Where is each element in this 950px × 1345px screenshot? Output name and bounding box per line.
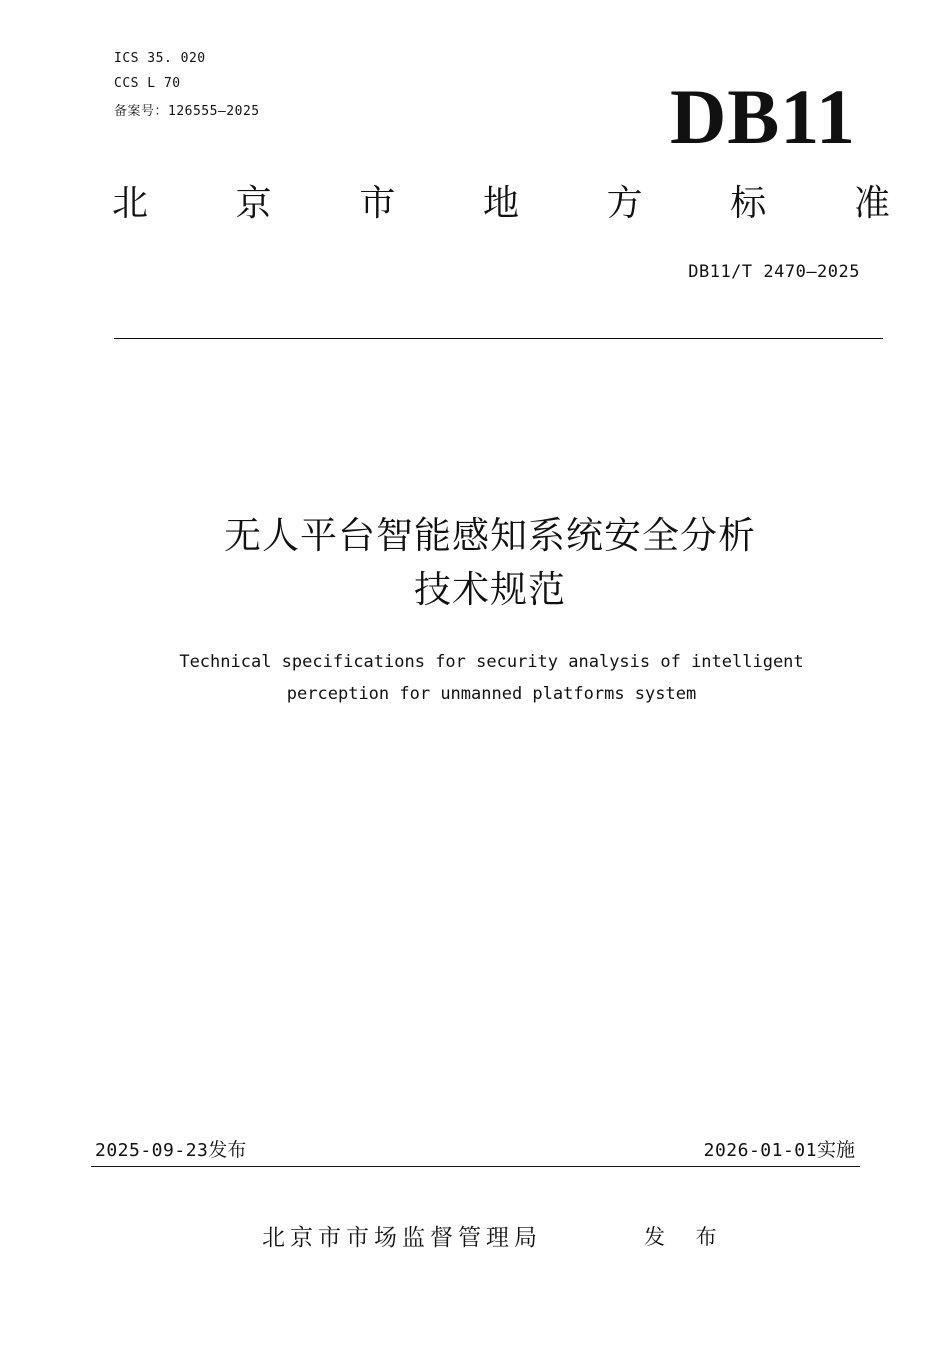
ics-code: ICS 35. 020	[114, 51, 206, 66]
standard-type-char: 方	[606, 183, 643, 224]
english-title-line-1: Technical specifications for security analysis of intelligent	[179, 652, 804, 672]
db11-logo: DB11	[669, 73, 856, 160]
publisher-name: 北京市市场监督管理局	[262, 1225, 542, 1251]
standard-type-char: 市	[359, 183, 396, 224]
standard-type-char: 京	[235, 183, 272, 224]
standard-type-heading	[112, 183, 890, 224]
standard-type-char: 标	[730, 183, 767, 224]
effective-date	[704, 1141, 855, 1160]
english-title-line-2: perception for unmanned platforms system	[286, 684, 697, 704]
footer-divider	[91, 1166, 860, 1167]
issue-date-value: 2025-09-23	[95, 1140, 209, 1161]
standard-type-char: 准	[853, 183, 890, 224]
publish-label: 发 布	[644, 1225, 729, 1249]
standard-type-char: 北	[112, 183, 149, 224]
standard-number: DB11/T 2470—2025	[688, 262, 860, 282]
issue-date	[95, 1141, 246, 1160]
effective-date-value: 2026-01-01	[703, 1140, 817, 1161]
chinese-title-line-2: 技术规范	[414, 568, 566, 611]
filing-number: 备案号：126555—2025	[114, 104, 260, 119]
header-divider	[114, 338, 883, 339]
issue-label: 发布	[208, 1139, 247, 1161]
effective-label: 实施	[816, 1139, 855, 1161]
chinese-title-line-1: 无人平台智能感知系统安全分析	[224, 514, 756, 557]
standard-type-char: 地	[482, 183, 519, 224]
ccs-code: CCS L 70	[114, 76, 181, 91]
